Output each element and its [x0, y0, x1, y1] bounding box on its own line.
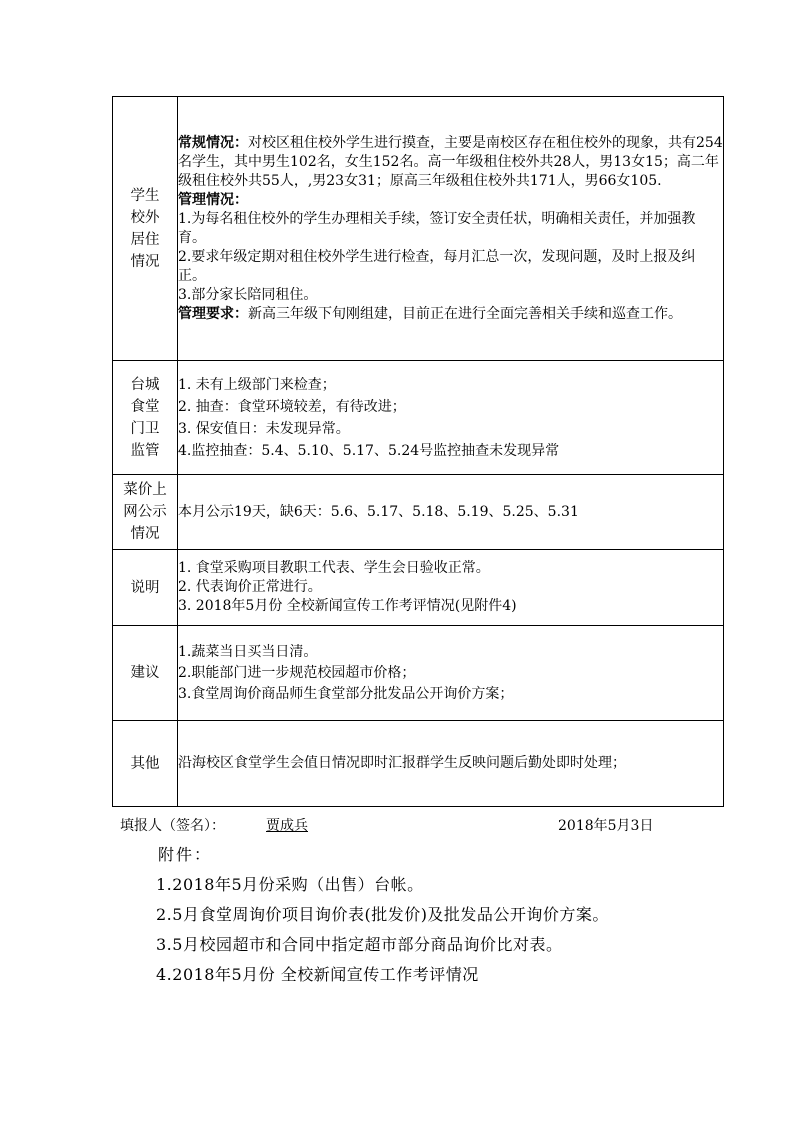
section-heading: 管理要求： [178, 305, 248, 322]
row-label [113, 550, 178, 626]
label-line: 说明 [130, 579, 160, 596]
content-text: 对校区租住校外学生进行摸查，主要是南校区存在租住校外的现象，共有254名学生，其中男生102名，女生152名。高一年级租住校外共28人，男13女15；高二年级租住校外共55人，,男23女31；原高三年级租住校外共171人，男66女105. [178, 134, 723, 189]
table-row [113, 97, 724, 361]
row-content [178, 475, 724, 550]
content-text: 1.为每名租住校外的学生办理相关手续，签订安全责任状，明确相关责任，并加强教育。 [178, 210, 696, 246]
label-line: 其他 [130, 755, 160, 772]
label-line: 情况 [130, 253, 160, 270]
content-line: 4.监控抽查：5.4、5.10、5.17、5.24号监控抽查未发现异常 [178, 442, 560, 459]
row-label [113, 721, 178, 807]
table-row [113, 626, 724, 721]
table-row [113, 550, 724, 626]
content-line: 3.食堂周询价商品师生食堂部分批发品公开询价方案； [178, 685, 514, 702]
row-label [113, 475, 178, 550]
row-content [178, 97, 724, 361]
report-date: 2018年5月3日 [558, 818, 654, 834]
row-content [178, 721, 724, 807]
label-line: 食堂 [130, 398, 160, 415]
attachments-list [156, 870, 609, 990]
content-line: 2. 抽查：食堂环境较差，有待改进； [178, 398, 406, 415]
attachment-item: 2.5月食堂周询价项目询价表(批发价)及批发品公开询价方案。 [156, 905, 609, 924]
content-line [178, 305, 723, 324]
row-content [178, 550, 724, 626]
content-line: 2. 代表询价正常进行。 [178, 579, 322, 595]
label-line: 建议 [130, 665, 160, 681]
label-line: 台城 [130, 376, 160, 393]
signer-label: 填报人（签名）： [120, 818, 225, 834]
content-line: 沿海校区食堂学生会值日情况即时汇报群学生反映问题后勤处即时处理； [178, 755, 626, 771]
attachments-title: 附件： [158, 845, 213, 864]
content-line: 1. 食堂采购项目教职工代表、学生会日验收正常。 [178, 560, 490, 576]
section-heading: 管理情况： [178, 191, 248, 208]
content-line: 1.蔬菜当日买当日清。 [178, 643, 318, 660]
label-line: 校外 [130, 209, 160, 226]
attachment-item: 3.5月校园超市和合同中指定超市部分商品询价比对表。 [156, 935, 563, 954]
signer-name: 贾成兵 [266, 818, 308, 834]
content-line [178, 286, 723, 305]
row-label [113, 361, 178, 475]
content-text: 新高三年级下旬刚组建，目前正在进行全面完善相关手续和巡查工作。 [248, 305, 682, 322]
content-text: 2.要求年级定期对租住校外学生进行检查，每月汇总一次，发现问题，及时上报及纠正。 [178, 248, 696, 284]
content-line [178, 248, 723, 286]
label-line: 情况 [130, 526, 160, 542]
content-line: 3. 2018年5月份 全校新闻宣传工作考评情况(见附件4) [178, 598, 517, 614]
label-line: 门卫 [130, 420, 160, 437]
content-line [178, 210, 723, 248]
row-label [113, 626, 178, 721]
label-line: 居住 [130, 231, 160, 248]
content-line: 2.职能部门进一步规范校园超市价格； [178, 664, 416, 681]
label-line: 学生 [130, 187, 160, 204]
table-row [113, 475, 724, 550]
row-label [113, 97, 178, 361]
content-line: 1. 未有上级部门来检查； [178, 376, 336, 393]
table-row [113, 721, 724, 807]
table-row [113, 361, 724, 475]
content-line: 3. 保安值日：未发现异常。 [178, 420, 350, 437]
label-line: 监管 [130, 442, 160, 459]
attachment-item: 1.2018年5月份采购（出售）台帐。 [156, 875, 424, 894]
content-line [178, 134, 723, 191]
section-heading: 常规情况： [178, 134, 248, 151]
content-text: 3.部分家长陪同租住。 [178, 286, 318, 303]
label-line: 菜价上 [123, 482, 167, 498]
content-line: 本月公示19天，缺6天：5.6、5.17、5.18、5.19、5.25、5.31 [178, 503, 579, 520]
label-line: 网公示 [123, 504, 167, 520]
content-line [178, 191, 723, 210]
attachment-item: 4.2018年5月份 全校新闻宣传工作考评情况 [156, 965, 479, 984]
row-content [178, 361, 724, 475]
report-table [112, 96, 724, 807]
row-content [178, 626, 724, 721]
